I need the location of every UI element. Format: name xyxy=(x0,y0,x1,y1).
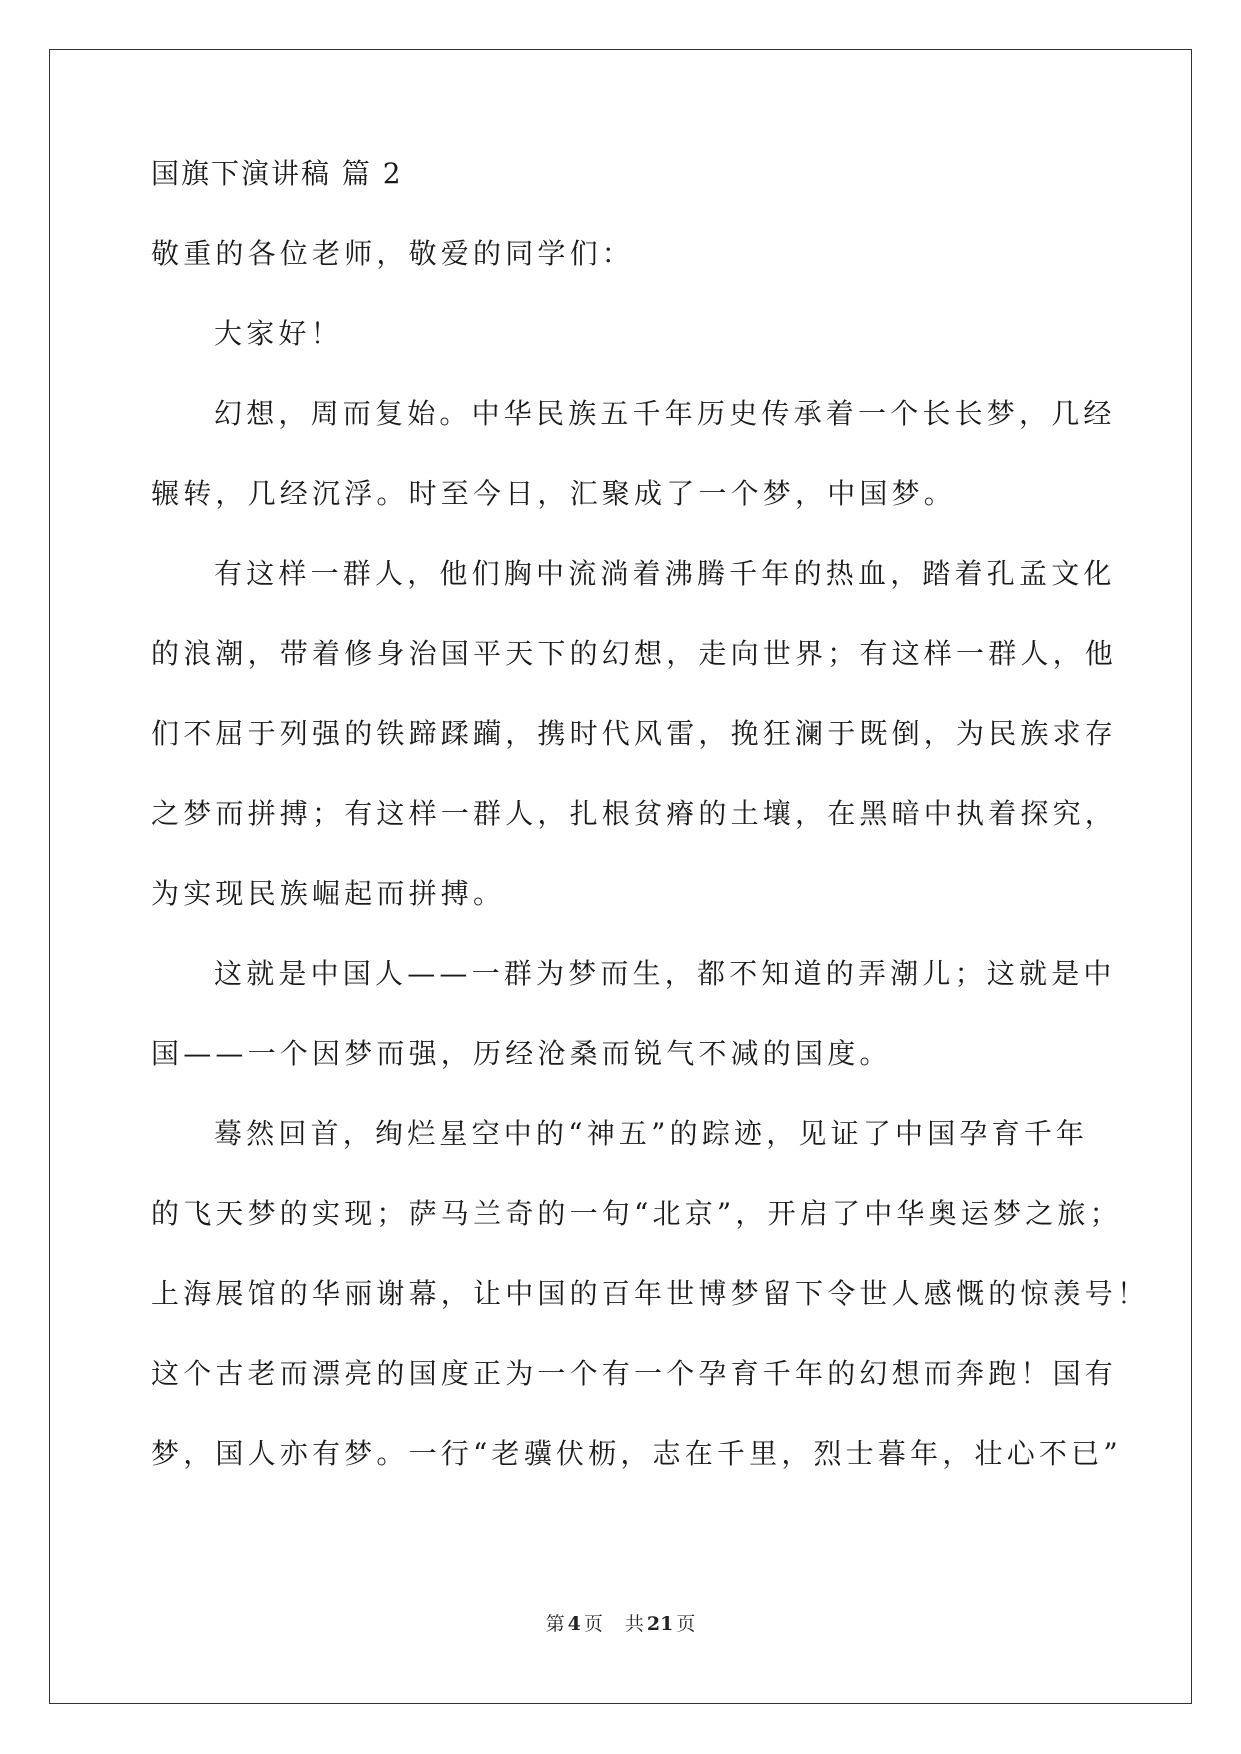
paragraph-line: 蓦然回首，绚烂星空中的“神五”的踪迹，见证了中国孕育千年 xyxy=(214,1117,1089,1150)
paragraph xyxy=(151,557,1118,910)
paragraph-line: 这个古老而漂亮的国度正为一个有一个孕育千年的幻想而奔跑！国有 xyxy=(151,1357,1118,1390)
paragraph-line: 这就是中国人——一群为梦而生，都不知道的弄潮儿；这就是中 xyxy=(214,957,1116,990)
paragraph xyxy=(151,957,1116,1070)
page-footer xyxy=(0,1612,1241,1636)
paragraph-line: 为实现民族崛起而拼搏。 xyxy=(151,877,506,910)
paragraph-line: 国——一个因梦而强，历经沧桑而锐气不减的国度。 xyxy=(151,1037,892,1070)
paragraph-line: 之梦而拼搏；有这样一群人，扎根贫瘠的土壤，在黑暗中执着探究， xyxy=(151,797,1118,830)
page-prefix: 第 xyxy=(545,1613,565,1635)
total-pages: 21 xyxy=(646,1613,674,1635)
paragraph-line: 们不屈于列强的铁蹄蹂躏，携时代风雷，挽狂澜于既倒，为民族求存 xyxy=(151,717,1118,750)
total-suffix: 页 xyxy=(676,1613,696,1635)
paragraph-line: 有这样一群人，他们胸中流淌着沸腾千年的热血，踏着孔孟文化 xyxy=(214,557,1116,590)
paragraph-line: 的飞天梦的实现；萨马兰奇的一句“北京”，开启了中华奥运梦之旅； xyxy=(151,1197,1122,1230)
document-body xyxy=(151,157,1150,1518)
paragraph-line: 辗转，几经沉浮。时至今日，汇聚成了一个梦，中国梦。 xyxy=(151,477,957,510)
page-number: 4 xyxy=(567,1613,581,1635)
total-prefix: 共 xyxy=(624,1613,644,1635)
paragraph-line: 上海展馆的华丽谢幕，让中国的百年世博梦留下令世人感慨的惊羡号！ xyxy=(151,1277,1150,1310)
document-title: 国旗下演讲稿 篇 2 xyxy=(151,157,403,190)
paragraph-line: 梦，国人亦有梦。一行“老骥伏枥，志在千里，烈士暮年，壮心不已” xyxy=(151,1437,1122,1470)
paragraph-line: 幻想，周而复始。中华民族五千年历史传承着一个长长梦，几经 xyxy=(214,397,1116,430)
paragraph xyxy=(151,397,1116,510)
paragraph xyxy=(151,1117,1150,1470)
page-suffix: 页 xyxy=(583,1613,603,1635)
paragraph xyxy=(151,318,1091,349)
greeting: 敬重的各位老师，敬爱的同学们： xyxy=(151,237,635,270)
paragraph-line: 的浪潮，带着修身治国平天下的幻想，走向世界；有这样一群人，他 xyxy=(151,637,1118,670)
paragraph-line: 大家好！ xyxy=(214,317,343,350)
